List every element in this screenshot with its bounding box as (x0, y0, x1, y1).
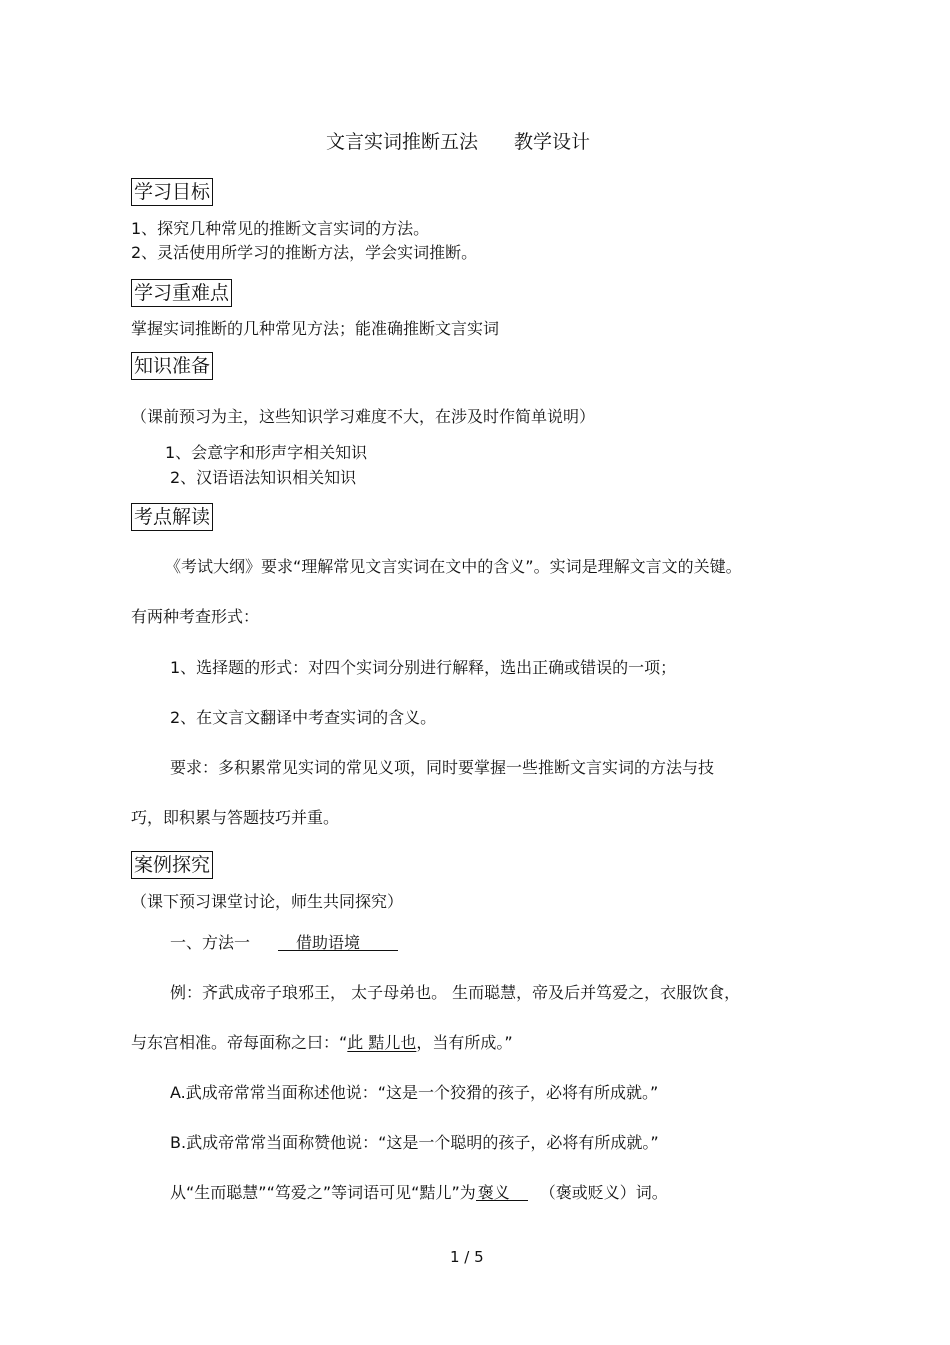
section-heading-exam: 考点解读 (131, 503, 213, 531)
exam-form-1: 1、选择题的形式：对四个实词分别进行解释，选出正确或错误的一项； (170, 658, 677, 677)
goal-item-1: 1、探究几种常见的推断文言实词的方法。 (131, 219, 430, 238)
document-title (326, 130, 590, 154)
section-heading-key-points: 学习重难点 (131, 279, 232, 307)
title-main: 文言实词推断五法 (326, 131, 479, 153)
key-points-text: 掌握实词推断的几种常见方法；能准确推断文言实词 (131, 319, 500, 338)
goal-item-2: 2、灵活使用所学习的推断方法，学会实词推断。 (131, 243, 478, 262)
knowledge-note: （课前预习为主，这些知识学习难度不大，在涉及时作简单说明） (131, 407, 596, 426)
case-note: （课下预习课堂讨论，师生共同探究） (131, 892, 404, 911)
knowledge-item-2: 2、汉语语法知识相关知识 (170, 468, 357, 487)
conclusion-answer: 褒义 (476, 1183, 528, 1201)
example-line-2: 与东宫相准。帝每面称之曰：“此 黠儿也，当有所成。” (131, 1033, 513, 1052)
method-1-name: 借助语境 (278, 933, 398, 951)
knowledge-item-1: 1、会意字和形声字相关知识 (165, 443, 368, 462)
page-number: 1 / 5 (450, 1248, 484, 1266)
exam-requirement-2: 巧，即积累与答题技巧并重。 (131, 808, 340, 827)
method-1-prefix: 一、方法一 (170, 933, 251, 952)
conclusion-line: 从“生而聪慧”“笃爱之”等词语可见“黠儿”为 褒义 （褒或贬义）词。 (170, 1183, 668, 1202)
option-a: A.武成帝常常当面称述他说：“这是一个狡猾的孩子，必将有所成就。” (170, 1083, 659, 1102)
exam-requirement-1: 要求：多积累常见实词的常见义项，同时要掌握一些推断文言实词的方法与技 (170, 758, 715, 777)
method-1-line (170, 933, 398, 953)
option-b: B.武成帝常常当面称赞他说：“这是一个聪明的孩子，必将有所成就。” (170, 1133, 659, 1152)
exam-para-2: 有两种考查形式： (131, 607, 260, 626)
title-sub: 教学设计 (514, 131, 591, 153)
exam-para-1: 《考试大纲》要求“理解常见文言实词在文中的含义”。实词是理解文言文的关键。 (165, 557, 742, 576)
example-line-1: 例：齐武成帝子琅邪王， 太子母弟也。 生而聪慧，帝及后并笃爱之，衣服饮食， (170, 983, 741, 1002)
section-heading-goals: 学习目标 (131, 178, 213, 206)
section-heading-knowledge: 知识准备 (131, 352, 213, 380)
exam-form-2: 2、在文言文翻译中考查实词的含义。 (170, 708, 437, 727)
section-heading-case: 案例探究 (131, 851, 213, 879)
example-underlined-phrase: 此 黠儿也 (347, 1033, 417, 1052)
